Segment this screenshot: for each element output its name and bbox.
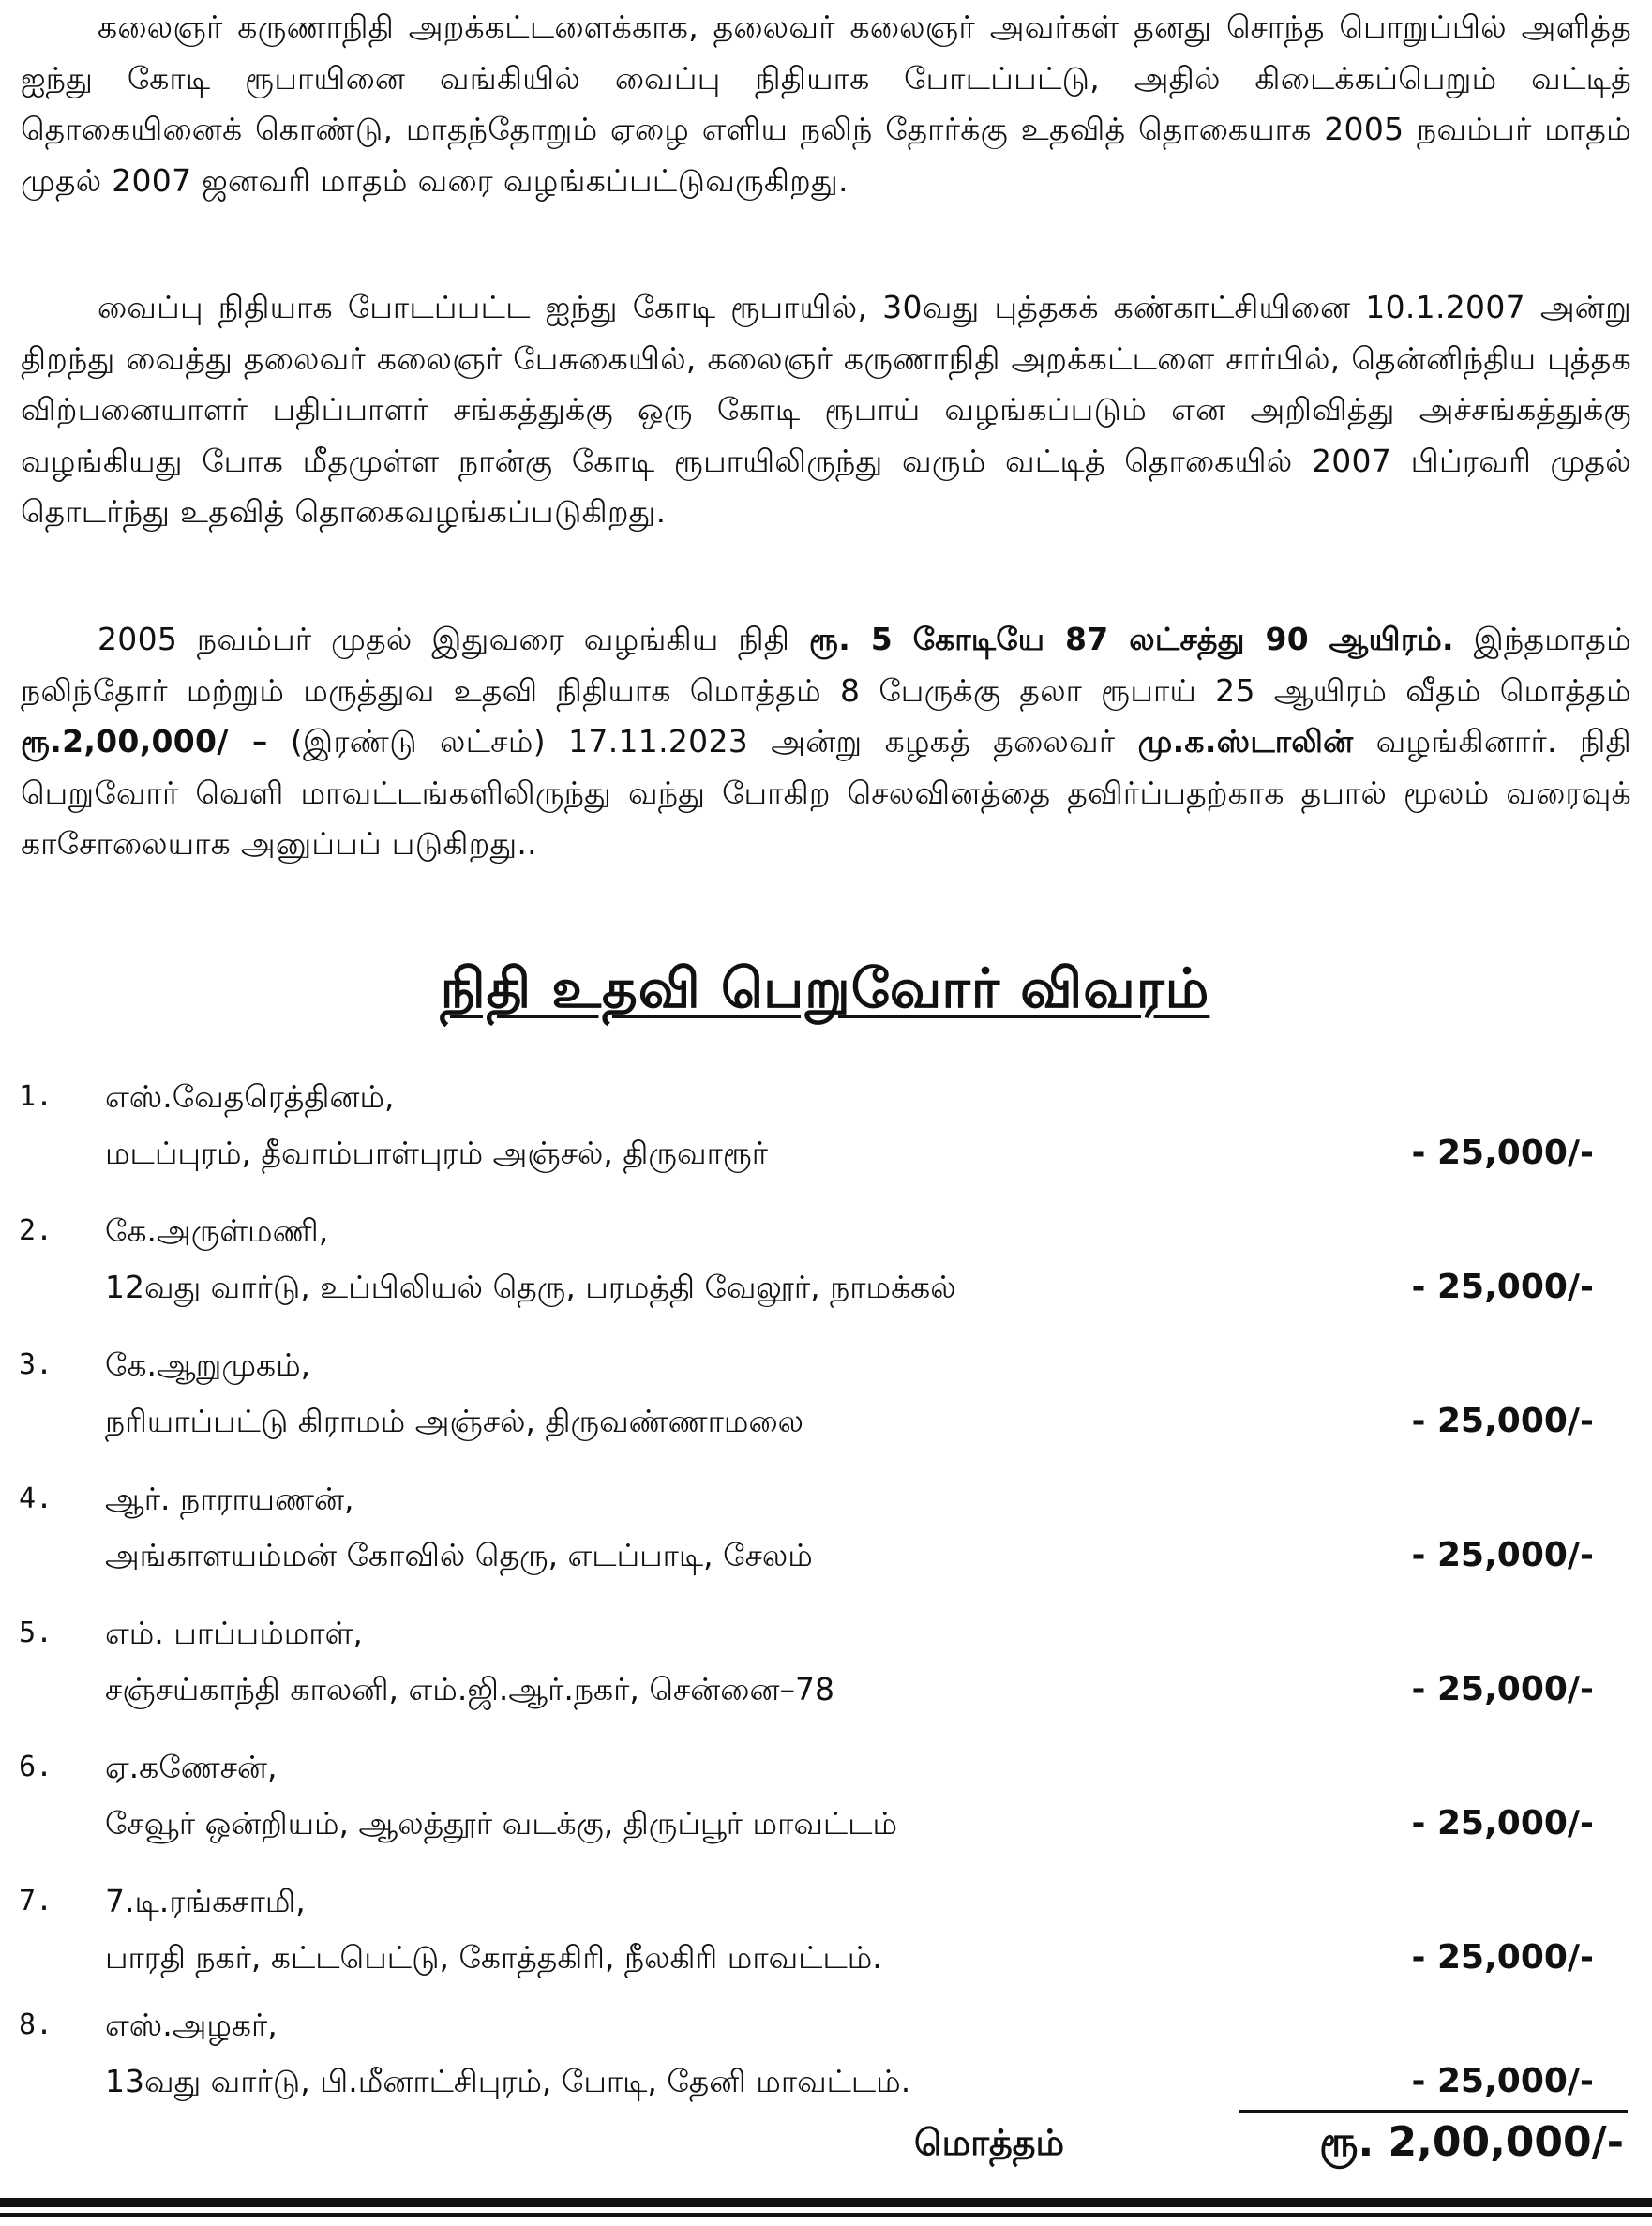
recipient-row (0, 1873, 1652, 1991)
p3-text-4: வழங்கினார். நிதி பெறுவோர் வெளி மாவட்டங்களிலிருந்து வந்து போகிற செலவினத்தை தவிர்ப்பதற்காக தபால் மூலம் வரைவுக் காசோலையாக அனுப்பப் படுகிறது.. (21, 723, 1631, 863)
recipient-name: கே.ஆறுமுகம், (105, 1346, 311, 1383)
recipient-name: எஸ்.வேதரெத்தினம், (105, 1078, 395, 1115)
recipient-amount: - 25,000/- (1411, 1938, 1594, 1977)
recipient-amount: - 25,000/- (1411, 1268, 1594, 1306)
recipient-number: 7. (19, 1885, 53, 1918)
recipient-row (0, 1739, 1652, 1857)
p3-bold-total-to-date: ரூ. 5 கோடியே 87 லட்சத்து 90 ஆயிரம். (808, 621, 1454, 657)
total-amount: ரூ. 2,00,000/- (1319, 2118, 1624, 2166)
p3-text-2: இந்தமாதம் நலிந்தோர் மற்றும் மருத்துவ உதவி நிதியாக மொத்தம் 8 பேருக்கு தலா ரூபாய் 25 ஆயிரம் வீதம் மொத்தம் (21, 621, 1631, 709)
footer-divider-thick (0, 2198, 1652, 2207)
recipient-address: மடப்புரம், தீவாம்பாள்புரம் அஞ்சல், திருவாரூர் (105, 1135, 769, 1171)
recipient-row (0, 1069, 1652, 1186)
recipient-row (0, 1203, 1652, 1320)
recipient-name: எம். பாப்பம்மாள், (105, 1615, 363, 1651)
recipient-number: 5. (19, 1617, 53, 1649)
recipient-name: 7.டி.ரங்கசாமி, (105, 1883, 306, 1919)
recipient-row (0, 1471, 1652, 1588)
recipient-number: 3. (19, 1348, 53, 1381)
section-heading: நிதி உதவி பெறுவோர் விவரம் (440, 956, 1210, 1020)
recipient-number: 2. (19, 1214, 53, 1247)
recipient-name: ஆர். நாராயணன், (105, 1481, 354, 1517)
recipient-address: 12வது வார்டு, உப்பிலியல் தெரு, பரமத்தி வேலூர், நாமக்கல் (105, 1269, 956, 1305)
recipient-row (0, 1997, 1652, 2114)
recipient-amount: - 25,000/- (1411, 1670, 1594, 1708)
p3-bold-leader-name: மு.க.ஸ்டாலின் (1137, 723, 1354, 760)
p3-bold-amount: ரூ.2,00,000/ – (21, 723, 268, 760)
recipient-address: நரியாப்பட்டு கிராமம் அஞ்சல், திருவண்ணாமலை (105, 1403, 804, 1439)
recipient-amount: - 25,000/- (1411, 1536, 1594, 1574)
recipient-row (0, 1605, 1652, 1722)
recipient-amount: - 25,000/- (1411, 2062, 1594, 2100)
paragraph-trust-intro: கலைஞர் கருணாநிதி அறக்கட்டளைக்காக, தலைவர் கலைஞர் அவர்கள் தனது சொந்த பொறுப்பில் அளித்த ஐந்து கோடி ரூபாயினை வங்கியில் வைப்பு நிதியாக போடப்பட்டு, அதில் கிடைக்கப்பெறும் வட்டித் தொகையினைக் கொண்டு, மாதந்தோறும் ஏழை எளிய நலிந் தோர்க்கு உதவித் தொகையாக 2005 நவம்பர் மாதம் முதல் 2007 ஜனவரி மாதம் வரை வழங்கப்பட்டுவருகிறது. (21, 8, 1631, 199)
paragraph-book-fair: வைப்பு நிதியாக போடப்பட்ட ஐந்து கோடி ரூபாயில், 30வது புத்தகக் கண்காட்சியினை 10.1.2007 அன்று திறந்து வைத்து தலைவர் கலைஞர் பேசுகையில், கலைஞர் கருணாநிதி அறக்கட்டளை சார்பில், தென்னிந்திய புத்தக விற்பனையாளர் பதிப்பாளர் சங்கத்துக்கு ஒரு கோடி ரூபாய் வழங்கப்படும் என அறிவித்து அச்சங்கத்துக்கு வழங்கியது போக மீதமுள்ள நான்கு கோடி ரூபாயிலிருந்து வரும் வட்டித் தொகையில் 2007 பிப்ரவரி முதல் தொடர்ந்து உதவித் தொகைவழங்கப்படுகிறது. (21, 289, 1631, 531)
recipient-address: 13வது வார்டு, பி.மீனாட்சிபுரம், போடி, தேனி மாவட்டம். (105, 2063, 911, 2099)
recipient-address: சஞ்சய்காந்தி காலனி, எம்.ஜி.ஆர்.நகர், சென்னை–78 (105, 1671, 835, 1707)
recipient-row (0, 1337, 1652, 1454)
recipient-amount: - 25,000/- (1411, 1134, 1594, 1172)
recipient-address: சேவூர் ஒன்றியம், ஆலத்தூர் வடக்கு, திருப்பூர் மாவட்டம் (105, 1805, 897, 1842)
recipient-name: கே.அருள்மணி, (105, 1212, 329, 1249)
recipient-amount: - 25,000/- (1411, 1402, 1594, 1440)
paragraph-disbursement (21, 614, 1631, 870)
recipient-address: அங்காளயம்மன் கோவில் தெரு, எடப்பாடி, சேலம் (105, 1537, 813, 1573)
total-label: மொத்தம் (914, 2122, 1065, 2163)
recipient-number: 1. (19, 1080, 53, 1113)
recipient-number: 6. (19, 1751, 53, 1783)
recipient-number: 8. (19, 2008, 53, 2041)
recipient-address: பாரதி நகர், கட்டபெட்டு, கோத்தகிரி, நீலகிரி மாவட்டம். (105, 1939, 882, 1976)
p3-text-3: (இரண்டு லட்சம்) 17.11.2023 அன்று கழகத் தலைவர் (267, 723, 1138, 760)
recipient-name: எஸ்.அழகர், (105, 2007, 278, 2043)
recipient-name: ஏ.கணேசன், (105, 1749, 278, 1785)
footer-divider-thin (0, 2213, 1652, 2217)
recipient-amount: - 25,000/- (1411, 1804, 1594, 1842)
p3-text-1: 2005 நவம்பர் முதல் இதுவரை வழங்கிய நிதி (98, 621, 809, 657)
recipient-number: 4. (19, 1482, 53, 1515)
